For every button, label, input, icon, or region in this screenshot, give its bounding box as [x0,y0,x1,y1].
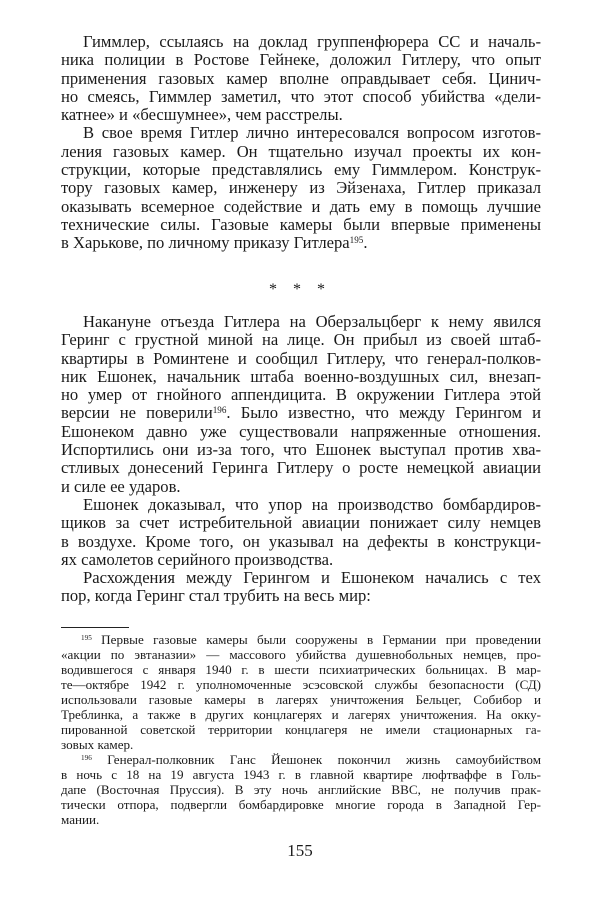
text-line: в воздухе. Кроме того, он указывал на дефекты в конструкци- [61,531,541,551]
text-line: зовых камер. [61,737,134,752]
text-line: Испортились они из-за того, что Ешонек выступал против хва- [61,440,541,460]
paragraph [61,496,541,569]
text-line: Треблинка, а также в других концлагерях и лагерях уничтожения. На окку- [61,707,541,722]
text-line: щиков за счет истребительной авиации понижает силу немцев [61,513,541,533]
text-line: использовали газовые камеры в лагерях уничтожения Бельцег, Собибор и [61,692,541,707]
footnotes [61,632,541,827]
line-text: Генерал-полковник Ганс Йешонек покончил жизнь самоубийством [91,752,541,767]
text-line: Ешонеком давно уже существовали напряженные отношения. [61,421,541,441]
text-line [61,632,541,647]
text-line [61,752,541,767]
text-line: Геринг с грустной миной на лице. Он прибыл из своей штаб- [61,330,541,350]
text-line: Гиммлер, ссылаясь на доклад группенфюрера СС и началь- [83,32,541,51]
text-line: технические силы. Газовые камеры были впервые применены [61,214,541,234]
line-text: версии не поверили [61,403,213,423]
text-line: и силе ее ударов. [61,476,181,496]
text-line: но смеясь, Гиммлер заметил, что этот способ убийства «дели- [61,86,541,106]
line-text: Первые газовые камеры были сооружены в Германии при проведении [91,632,541,647]
text-line: «акции по эвтаназии» — массового убийства душевнобольных немцев, про- [61,647,541,662]
text-line: струкции, которые представлялись ему Гиммлером. Конструк- [61,160,541,180]
page-number: 155 [287,841,313,860]
text-line: тически отпора, подвергли бомбардировке многие города в Западной Гер- [61,797,541,812]
main-text-after-separator [61,313,541,606]
line-text: . Было известно, что между Герингом и [226,403,541,423]
text-line: катнее» и «бесшумнее», чем расстрелы. [61,105,343,125]
text-line: мании. [61,812,100,827]
text-line: дапе (Восточная Пруссия). В эту ночь английские ВВС, не получив прак- [61,782,541,797]
paragraph [61,33,541,124]
footnote-ref: 195 [81,633,92,642]
footnote-ref: 196 [81,753,92,762]
footnote-divider [61,627,129,628]
text-line: квартиры в Роминтене и сообщил Гитлеру, что генерал-полков- [61,348,541,368]
line-text: в Харькове, по личному приказу Гитлера [61,233,350,253]
text-line: В свое время Гитлер лично интересовался вопросом изготов- [83,123,541,143]
footnote [61,752,541,827]
main-text-before-separator [61,33,541,253]
paragraph [61,313,541,496]
text-line [61,404,541,422]
text-line: те—октябре 1942 г. уполномоченные эсэсовской службы безопасности (СД) [61,677,541,692]
paragraph [61,569,541,606]
text-line: ника полиции в Ростове Гейнеке, доложил Гитлеру, что опыт [61,50,541,70]
text-line: стливых донесений Геринга Гитлеру о росте немецкой авиации [61,458,541,478]
text-line: оказывать всемерное содействие и дать ему в помощь лучшие [61,196,541,216]
section-separator: * * * [269,281,331,298]
text-line: водившегося с января 1940 г. в шести психиатрических больницах. В мар- [61,662,541,677]
text-line: но умер от гнойного аппендицита. В окружении Гитлера этой [61,385,541,405]
text-line: Расхождения между Герингом и Ешонеком начались с тех [83,568,541,588]
text-line [61,234,541,252]
paragraph [61,124,541,252]
footnote [61,632,541,752]
text-line: ник Ешонек, начальник штаба военно-воздушных сил, внезап- [61,366,541,386]
text-line: ления газовых камер. Он тщательно изучал проекты их кон- [61,141,541,161]
footnote-ref: 195 [349,234,364,245]
text-line: пор, когда Геринг стал трубить на весь мир: [61,586,371,606]
text-line: Ешонек доказывал, что упор на производство бомбардиров- [83,494,541,514]
text-line: Накануне отъезда Гитлера на Оберзальцберг к нему явился [83,312,541,331]
text-line: применения газовых камер вполне оправдывает себя. Цинич- [61,68,541,88]
footnote-ref: 196 [212,405,227,416]
text-line: пированной советской территории концлагеря не имели стационарных га- [61,722,541,737]
text-line: тору газовых камер, инженеру из Эйзенаха, Гитлер приказал [61,178,541,198]
text-line: ях самолетов серийного производства. [61,549,334,569]
line-text: . [363,233,368,253]
text-line: в ночь с 18 на 19 августа 1943 г. в главной квартире люфтваффе в Голь- [61,767,541,782]
